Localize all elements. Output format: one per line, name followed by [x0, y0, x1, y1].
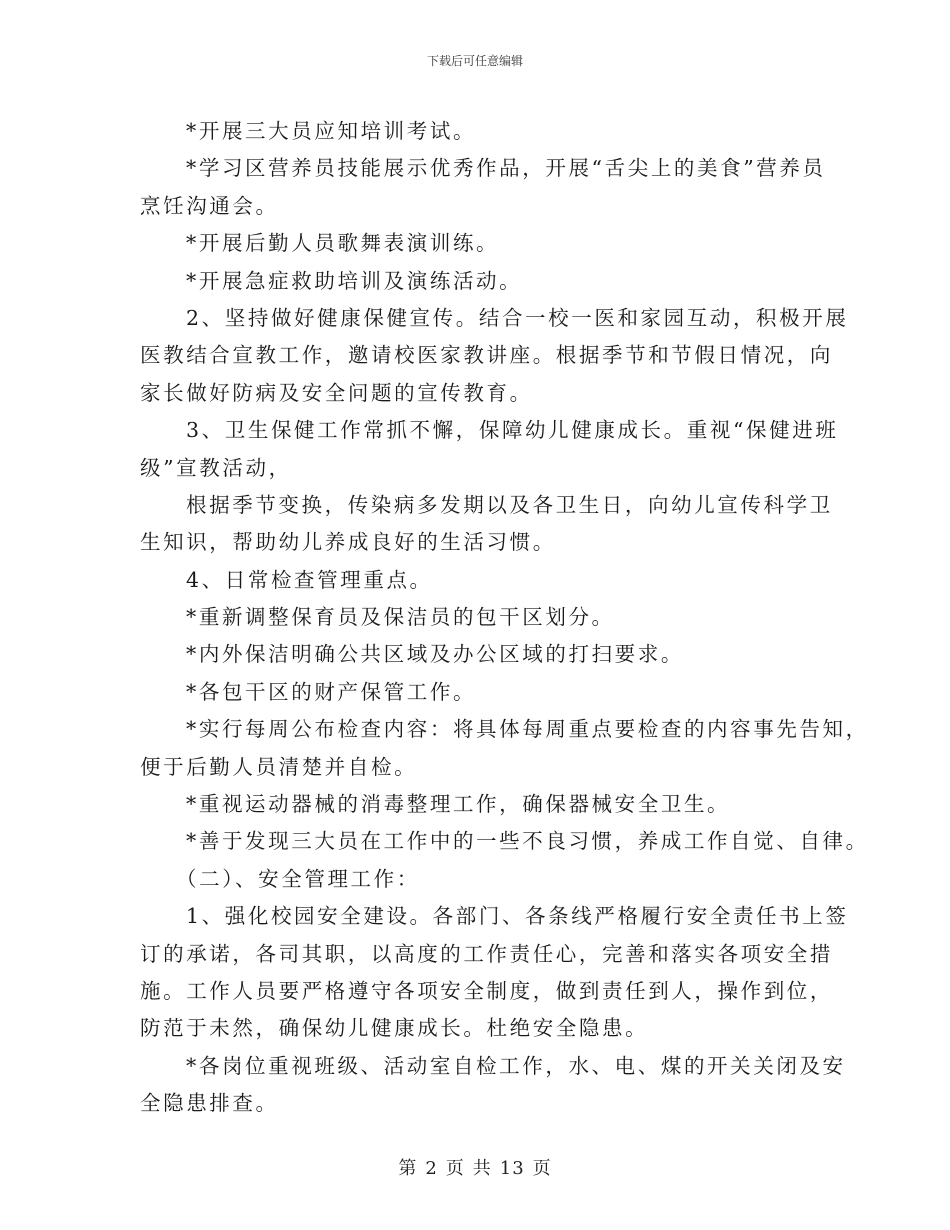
total-page-number: 13 — [499, 1158, 525, 1179]
section-heading: （二）、安全管理工作： — [176, 866, 420, 891]
current-page-number: 2 — [425, 1158, 438, 1179]
text-line: *学习区营养员技能展示优秀作品，开展“舌尖上的美食”营养员 — [186, 156, 826, 181]
text-line: 4、日常检查管理重点。 — [186, 567, 433, 592]
document-body — [140, 113, 869, 1123]
text-line: 3、卫生保健工作常抓不懈，保障幼儿健康成长。重视“保健进班 — [186, 418, 839, 443]
text-line: 防范于未然，确保幼儿健康成长。杜绝安全隐患。 — [140, 1016, 649, 1041]
text-line: *重视运动器械的消毒整理工作，确保器械安全卫生。 — [186, 792, 731, 817]
text-line: 全隐患排查。 — [140, 1091, 279, 1116]
text-line: *内外保洁明确公共区域及办公区域的打扫要求。 — [186, 642, 684, 667]
text-line: 便于后勤人员清楚并自检。 — [140, 754, 418, 779]
text-line: *开展急症救助培训及演练活动。 — [186, 268, 523, 293]
text-line: 家长做好防病及安全问题的宣传教育。 — [140, 380, 533, 405]
footer-text: 共 — [472, 1158, 492, 1179]
text-line: *实行每周公布检查内容：将具体每周重点要检查的内容事先告知， — [186, 717, 869, 742]
text-line: 2、坚持做好健康保健宣传。结合一校一医和家园互动，积极开展 — [186, 305, 849, 330]
text-line: 烹饪沟通会。 — [140, 193, 279, 218]
text-line: *开展后勤人员歌舞表演训练。 — [186, 231, 500, 256]
text-line: *各岗位重视班级、活动室自检工作，水、电、煤的开关关闭及安 — [186, 1053, 846, 1078]
page-footer — [0, 1154, 950, 1180]
text-line: 医教结合宣教工作，邀请校医家教讲座。根据季节和节假日情况，向 — [140, 343, 833, 368]
text-line: *重新调整保育员及保洁员的包干区划分。 — [186, 605, 615, 630]
text-line: 订的承诺，各司其职，以高度的工作责任心，完善和落实各项安全措 — [140, 941, 833, 966]
text-line: 施。工作人员要严格遵守各项安全制度，做到责任到人，操作到位， — [140, 978, 833, 1003]
text-line: 生知识，帮助幼儿养成良好的生活习惯。 — [140, 530, 556, 555]
text-line: 级”宣教活动， — [140, 455, 292, 480]
text-line: *各包干区的财产保管工作。 — [186, 679, 477, 704]
footer-text: 第 — [398, 1158, 418, 1179]
text-line: 根据季节变换，传染病多发期以及各卫生日，向幼儿宣传科学卫 — [186, 492, 833, 517]
footer-text: 页 — [532, 1158, 552, 1179]
text-line: 1、强化校园安全建设。各部门、各条线严格履行安全责任书上签 — [186, 904, 849, 929]
footer-text: 页 — [445, 1158, 465, 1179]
page-header: 下载后可任意编辑 — [426, 54, 523, 68]
text-line: *开展三大员应知培训考试。 — [186, 119, 477, 143]
text-line: *善于发现三大员在工作中的一些不良习惯，养成工作自觉、自律。 — [186, 829, 869, 854]
